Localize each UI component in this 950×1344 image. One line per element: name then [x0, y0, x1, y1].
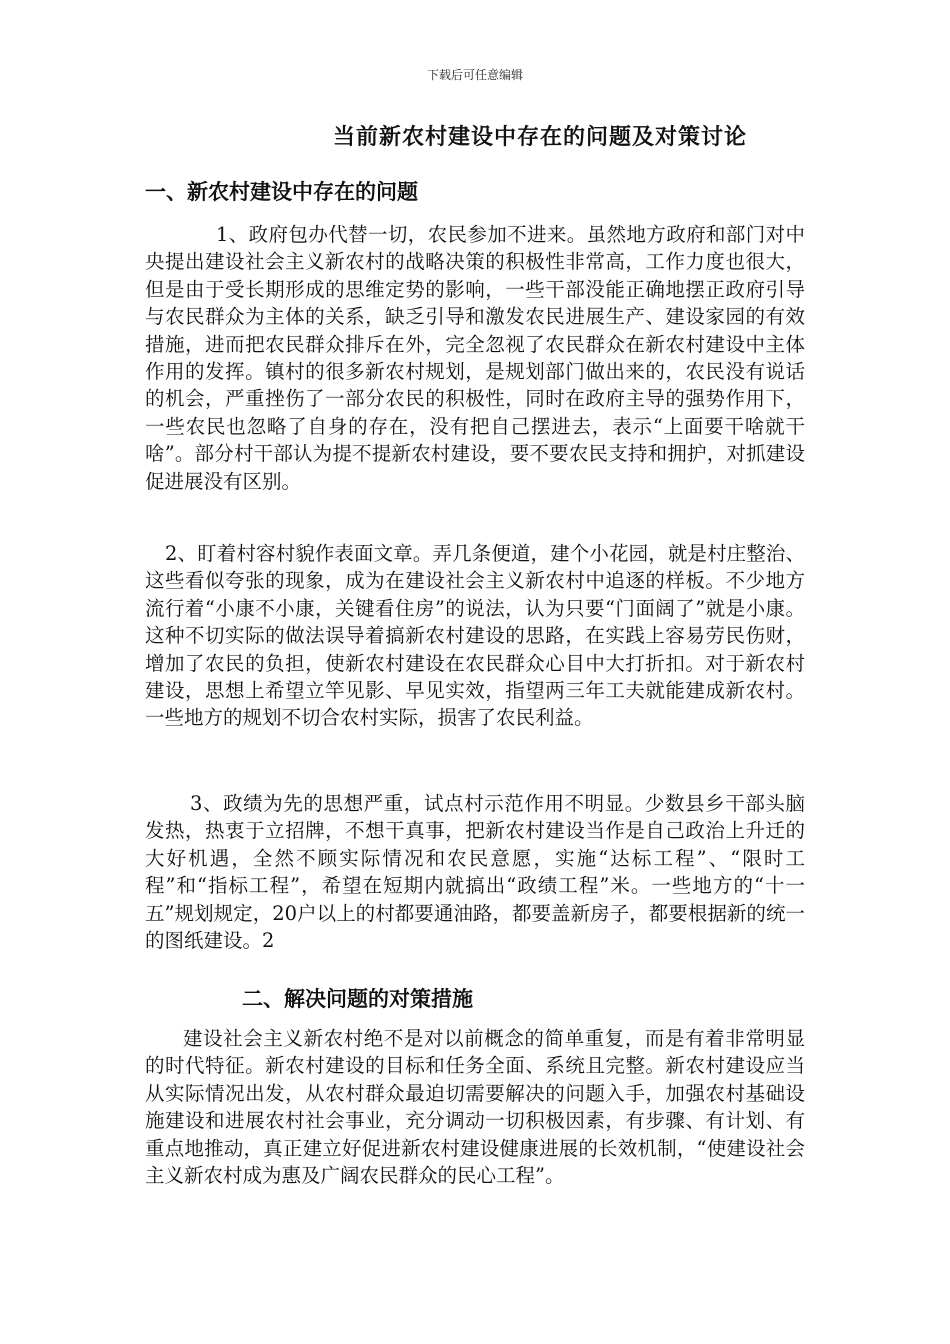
paragraph-3: 3、政绩为先的思想严重，试点村示范作用不明显。少数县乡干部头脑发热，热衷于立招牌，不想干真事，把新农村建设当作是自己政治上升迁的大好机遇，全然不顾实际情况和农民意愿，实施“达标工程”、“限时工程”和“指标工程”，希望在短期内就搞出“政绩工程”米。一些地方的“十一五”规划规定，20户以上的村都要通油路，都要盖新房子，都要根据新的统一的图纸建设。2: [145, 792, 805, 953]
paragraph-2: 2、盯着村容村貌作表面文章。弄几条便道，建个小花园，就是村庄整治、这些看似夸张的现象，成为在建设社会主义新农村中追逐的样板。不少地方流行着“小康不小康，关键看住房”的说法，认为只要“门面阔了”就是小康。这种不切实际的做法误导着搞新农村建设的思路，在实践上容易劳民伤财，增加了农民的负担，使新农村建设在农民群众心目中大打折扣。对于新农村建设，思想上希望立竿见影、早见实效，指望两三年工夫就能建成新农村。一些地方的规划不切合农村实际，损害了农民利益。: [145, 542, 805, 730]
section-heading-2: 二、解决问题的对策措施: [242, 986, 473, 1011]
document-title: 当前新农村建设中存在的问题及对策讨论: [333, 124, 748, 150]
header-note: 下载后可任意编辑: [426, 68, 523, 82]
section-heading-1: 一、新农村建设中存在的问题: [145, 179, 418, 204]
paragraph-4: 建设社会主义新农村绝不是对以前概念的简单重复，而是有着非常明显的时代特征。新农村建设的目标和任务全面、系统且完整。新农村建设应当从实际情况出发，从农村群众最迫切需要解决的问题入手，加强农村基础设施建设和进展农村社会事业，充分调动一切积极因素，有步骤、有计划、有重点地推动，真正建立好促进新农村建设健康进展的长效机制，“使建设社会主义新农村成为惠及广阔农民群众的民心工程”。: [145, 1027, 805, 1188]
paragraph-1: 1、政府包办代替一切，农民参加不进来。虽然地方政府和部门对中央提出建设社会主义新农村的战略决策的积极性非常高，工作力度也很大，但是由于受长期形成的思维定势的影响，一些干部没能正确地摆正政府引导与农民群众为主体的关系，缺乏引导和激发农民进展生产、建设家园的有效措施，进而把农民群众排斥在外，完全忽视了农民群众在新农村建设中主体作用的发挥。镇村的很多新农村规划，是规划部门做出来的，农民没有说话的机会，严重挫伤了一部分农民的积极性，同时在政府主导的强势作用下，一些农民也忽略了自身的存在，没有把自己摆进去，表示“上面要干啥就干啥”。部分村干部认为提不提新农村建设，要不要农民支持和拥护，对抓建设促进展没有区别。: [145, 223, 805, 493]
